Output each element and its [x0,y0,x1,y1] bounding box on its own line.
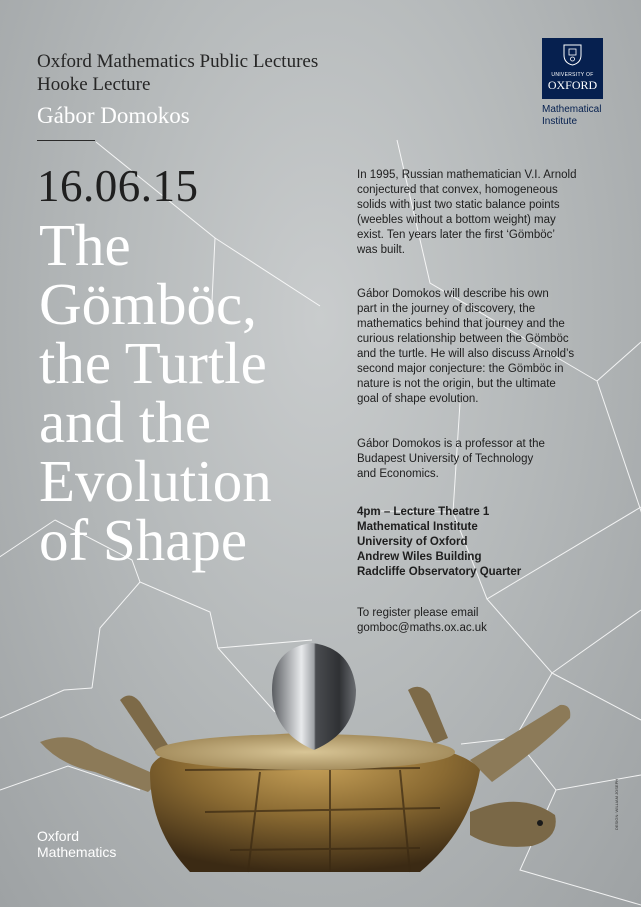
text-line: second major conjecture: the Gömböc in [357,363,564,375]
oxford-mathematics-logo [37,828,116,860]
registration-email-link[interactable]: gomboc@maths.ox.ac.uk [357,622,487,634]
registration-info [357,606,597,636]
logo-university-of: UNIVERSITY OF [551,72,594,78]
text-line: Budapest University of Technology [357,453,534,465]
design-credit: DESIGN: WILLIAM JOSEPH [614,778,619,830]
footer-line: Mathematics [37,844,117,860]
speaker-name: Gábor Domokos [37,103,190,128]
text-line: was built. [357,244,405,256]
text-line: exist. Ten years later the first ‘Gömböc’ [357,229,555,241]
lecture-name: Hooke Lecture [37,74,151,95]
abstract-paragraph-1 [357,168,597,258]
text-line: In 1995, Russian mathematician V.I. Arnold [357,169,577,181]
text-line: Gábor Domokos is a professor at the [357,438,545,450]
venue-line: University of Oxford [357,536,468,548]
tortoise-head [470,802,556,847]
lecture-series-title: Oxford Mathematics Public Lectures [37,51,319,72]
text-line: and Economics. [357,468,439,480]
oxford-crest-icon [563,44,582,66]
text-line: and the turtle. He will also discuss Arnold’s [357,348,575,360]
text-line: mathematics behind that journey and the [357,318,565,330]
logo-oxford: OXFORD [547,78,598,92]
department-line: Mathematical [542,104,602,115]
title-line: of Shape [39,507,248,573]
department-line: Institute [542,116,578,127]
venue-line: Andrew Wiles Building [357,551,482,563]
footer-line: Oxford [37,828,80,844]
text-line: conjectured that convex, homogeneous [357,184,558,196]
text-line: curious relationship between the Gömböc [357,333,569,345]
text-line: Gábor Domokos will describe his own [357,288,549,300]
text-line: nature is not the origin, but the ultimate [357,378,556,390]
venue-line: 4pm – Lecture Theatre 1 [357,506,490,518]
oxford-university-logo [542,38,603,99]
registration-text: To register please email [357,607,479,619]
title-line: the Turtle [39,330,267,396]
venue-line: Radcliffe Observatory Quarter [357,566,522,578]
header-divider [37,140,95,141]
lecture-title [39,212,272,573]
department-name [542,104,601,128]
text-line: goal of shape evolution. [357,393,479,405]
title-line: The [39,212,131,278]
lecture-date: 16.06.15 [37,161,199,211]
speaker-bio [357,437,597,482]
text-line: (weebles without a bottom weight) may [357,214,556,226]
venue-line: Mathematical Institute [357,521,478,533]
title-line: and the [39,389,212,455]
title-line: Gömböc, [39,271,257,337]
text-line: solids with just two static balance points [357,199,560,211]
text-line: part in the journey of discovery, the [357,303,536,315]
title-line: Evolution [39,448,272,514]
abstract-paragraph-2 [357,287,597,407]
venue-details [357,505,597,580]
